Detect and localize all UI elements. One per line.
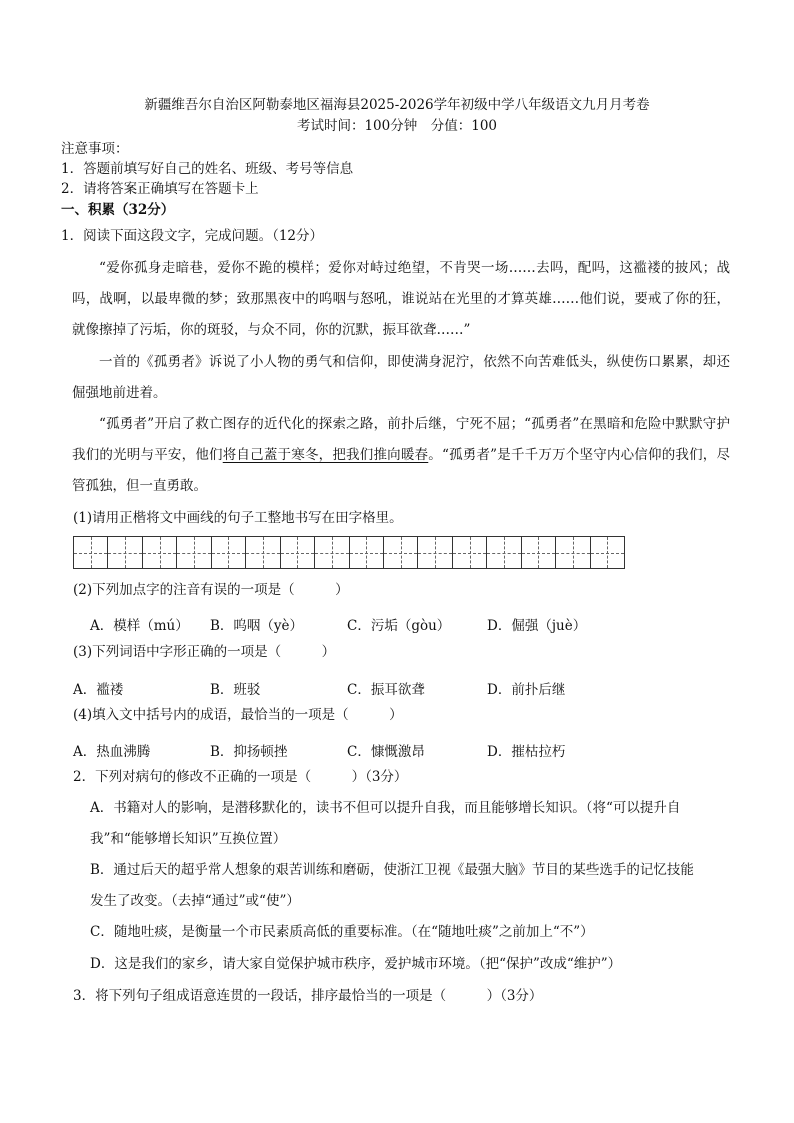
sub-question-1: (1)请用正楷将文中画线的句子工整地书写在田字格里。 <box>73 510 403 526</box>
tianzige-grid[interactable] <box>73 536 625 569</box>
grid-cell[interactable] <box>108 537 142 568</box>
grid-cell[interactable] <box>384 537 418 568</box>
q2-option-c[interactable]: C．随地吐痰，是衡量一个市民素质高低的重要标准。（在“随地吐痰”之前加上“不”） <box>90 924 594 940</box>
section-heading: 一、积累（32分） <box>61 202 175 218</box>
note-item: 1．答题前填写好自己的姓名、班级、考号等信息 <box>61 161 354 177</box>
passage-paragraph-1: “爱你孤身走暗巷，爱你不跪的模样；爱你对峙过绝望，不肯哭一场……去吗，配吗，这褴褛的披风；战吗，战啊，以最卑微的梦；致那黑夜中的呜咽与怒吼，谁说站在光里的才算英雄……他们说，要戒了你的狂，就像擦掉了污垢，你的斑驳，与众不同，你的沉默，振耳欲聋……” <box>72 260 730 338</box>
q2-option-a-cont: 我”和“能够增长知识”互换位置） <box>90 831 287 847</box>
grid-cell[interactable] <box>591 537 624 568</box>
question-3-stem: 3．将下列句子组成语意连贯的一段话，排序最恰当的一项是（ ）（3分） <box>73 988 543 1004</box>
option-c[interactable]: C．慷慨激昂 <box>347 744 425 760</box>
q2-option-d[interactable]: D．这是我们的家乡，请大家自觉保护城市秩序，爱护城市环境。（把“保护”改成“维护”） <box>90 956 622 972</box>
grid-cell[interactable] <box>212 537 246 568</box>
exam-title: 新疆维吾尔自治区阿勒泰地区福海县2025-2026学年初级中学八年级语文九月月考卷 <box>144 97 650 113</box>
note-item: 2．请将答案正确填写在答题卡上 <box>61 181 259 197</box>
exam-meta: 考试时间：100分钟 分值：100 <box>296 118 498 134</box>
q2-option-a[interactable]: A．书籍对人的影响，是潜移默化的，读书不但可以提升自我，而且能够增长知识。（将“可以提升自 <box>90 800 681 816</box>
grid-cell[interactable] <box>487 537 521 568</box>
option-d[interactable]: D．倔强（juè） <box>487 618 587 634</box>
option-a[interactable]: A．热血沸腾 <box>73 744 151 760</box>
passage-text: “孤勇者”开启了救亡图存的近代化的探索之路，前扑后继，宁死不屈；“孤勇者”在黑暗和危险中默默守护我们的光明与平安，他们 <box>72 416 730 463</box>
grid-cell[interactable] <box>74 537 108 568</box>
passage-paragraph-2: 一首的《孤勇者》诉说了小人物的勇气和信仰，即使满身泥泞，依然不向苦难低头，纵使伤口累累，却还倔强地前进着。 <box>72 354 730 401</box>
option-a[interactable]: A．模样（mú） <box>90 618 189 634</box>
option-c[interactable]: C．污垢（gòu） <box>347 618 451 634</box>
grid-cell[interactable] <box>350 537 384 568</box>
grid-cell[interactable] <box>556 537 590 568</box>
underlined-sentence: 将自己蓋于寒冬，把我们推向暖春 <box>222 447 429 463</box>
grid-cell[interactable] <box>246 537 280 568</box>
option-b[interactable]: B．呜咽（yè） <box>210 618 304 634</box>
question-2-stem: 2．下列对病句的修改不正确的一项是（ ）（3分） <box>73 769 408 785</box>
grid-cell[interactable] <box>281 537 315 568</box>
q2-option-b[interactable]: B．通过后天的超乎常人想象的艰苦训练和磨砺，使浙江卫视《最强大脑》节目的某些选手的记忆技能 <box>90 862 694 878</box>
grid-cell[interactable] <box>315 537 349 568</box>
notes-heading: 注意事项： <box>61 141 129 157</box>
q2-option-b-cont: 发生了改变。（去掉“通过”或“使”） <box>90 893 300 909</box>
question-1-stem: 1．阅读下面这段文字，完成问题。（12分） <box>61 228 324 244</box>
option-a[interactable]: A．褴褛 <box>73 682 124 698</box>
grid-cell[interactable] <box>143 537 177 568</box>
option-b[interactable]: B．班驳 <box>210 682 261 698</box>
sub-question-4: (4)填入文中括号内的成语，最恰当的一项是（ ） <box>73 707 403 723</box>
grid-cell[interactable] <box>177 537 211 568</box>
grid-cell[interactable] <box>522 537 556 568</box>
grid-cell[interactable] <box>453 537 487 568</box>
sub-question-3: (3)下列词语中字形正确的一项是（ ） <box>73 644 336 660</box>
option-d[interactable]: D．摧枯拉朽 <box>487 744 566 760</box>
sub-question-2: (2)下列加点字的注音有误的一项是（ ） <box>73 582 349 598</box>
passage-paragraph-3 <box>72 409 730 502</box>
option-d[interactable]: D．前扑后继 <box>487 682 566 698</box>
option-b[interactable]: B．抑扬顿挫 <box>210 744 288 760</box>
option-c[interactable]: C．振耳欲聋 <box>347 682 425 698</box>
grid-cell[interactable] <box>418 537 452 568</box>
passage-text: 。“孤勇者”是千千万万个坚守内心信仰的我们，尽管孤独，但一直勇敢。 <box>72 447 731 494</box>
